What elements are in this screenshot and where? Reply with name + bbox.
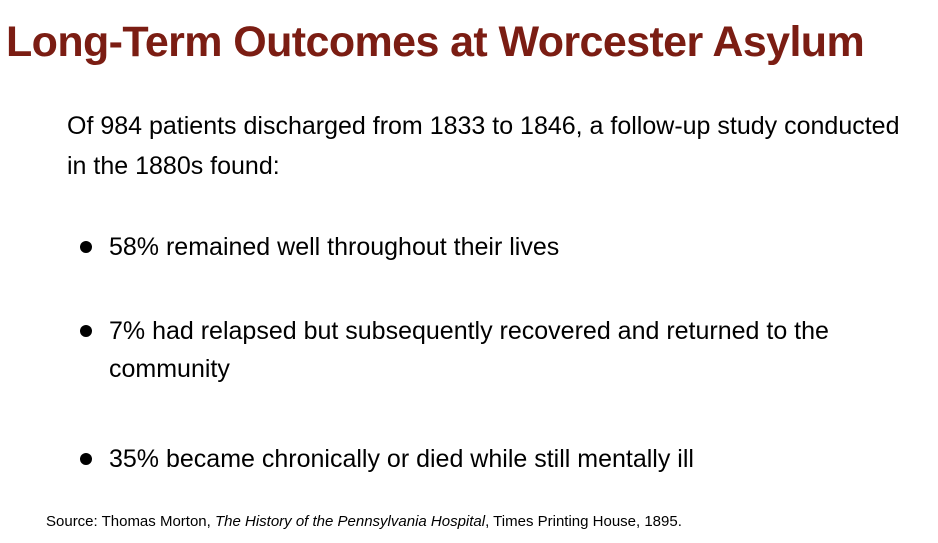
list-item <box>77 228 917 266</box>
bullet-text: 35% became chronically or died while still mentally ill <box>109 445 694 473</box>
slide-title: Long-Term Outcomes at Worcester Asylum <box>6 18 865 66</box>
bullet-text: 58% remained well throughout their lives <box>109 233 560 261</box>
bullet-icon <box>80 241 92 253</box>
bullet-icon <box>80 453 92 465</box>
list-item <box>77 312 917 388</box>
bullet-icon <box>80 325 92 337</box>
source-citation <box>46 511 926 533</box>
source-prefix: Source: Thomas Morton, <box>46 513 215 530</box>
list-item <box>77 440 917 478</box>
source-suffix: , Times Printing House, 1895. <box>485 513 682 530</box>
bullet-text: 7% had relapsed but subsequently recovered and returned to the community <box>109 317 829 383</box>
source-book-title: The History of the Pennsylvania Hospital <box>214 513 486 530</box>
intro-paragraph: Of 984 patients discharged from 1833 to 1846, a follow-up study conducted in the 1880s found: <box>67 112 900 180</box>
